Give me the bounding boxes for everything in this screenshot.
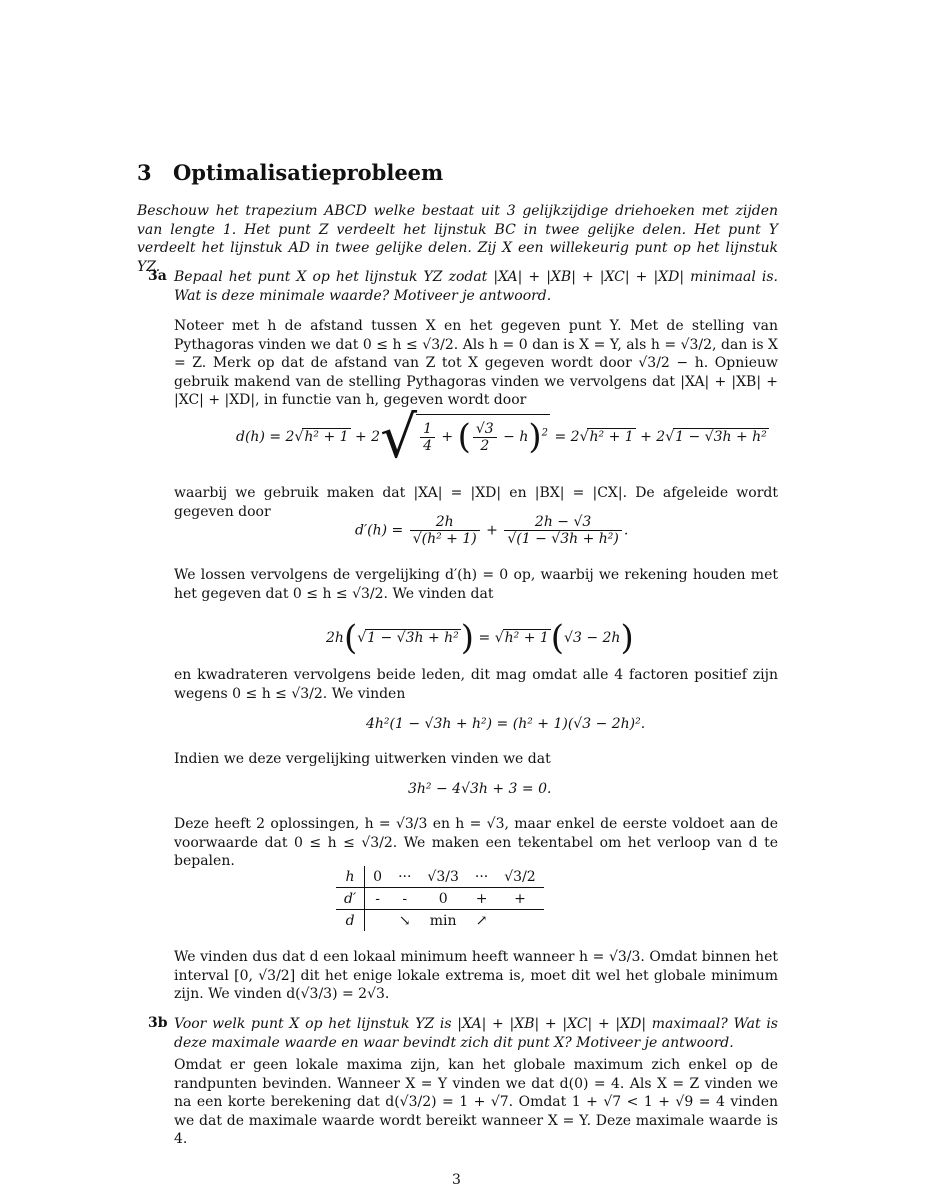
- sign-table-cell: [365, 910, 390, 932]
- eq-d-lhs: d(h) = 2: [236, 429, 295, 445]
- answer-3a-paragraph-5: Indien we deze vergelijking uitwerken vinden we dat: [174, 751, 551, 767]
- sign-table-cell: 0: [419, 888, 466, 910]
- eq-d-rhs-1: = 2: [550, 429, 580, 445]
- equation-derivative: [355, 514, 628, 547]
- answer-3a-paragraph-2: waarbij we gebruik maken dat |XA| = |XD| en |BX| = |CX|. De afgeleide wordt gegeven door: [174, 485, 778, 520]
- eq-dp-num-1: 2h: [410, 514, 480, 531]
- sign-table-cell: √3/2: [496, 866, 543, 888]
- section-number: 3: [137, 160, 152, 185]
- answer-3a-paragraph-6: Deze heeft 2 oplossingen, h = √3/3 en h = √3, maar enkel de eerste voldoet aan de voorwaarde dat 0 ≤ h ≤ √3/2. We maken een tekentabel om het verloop van d te bepalen.: [174, 816, 778, 869]
- sign-table-cell: h: [336, 866, 365, 888]
- intro-paragraph: Beschouw het trapezium ABCD welke bestaat uit 3 gelijkzijdige driehoeken met zijden van lengte 1. Het punt Z verdeelt het lijnstuk BC in twee gelijke delen. Het punt Y verdeelt het lijnstuk AD in twee gelijke delen. Zij X een willekeurig punt op het lijnstuk YZ.: [137, 203, 778, 275]
- sign-table-cell: -: [390, 888, 419, 910]
- eq-d-root-1: h² + 1: [304, 429, 349, 445]
- eq-d-sqrt3: √3: [473, 421, 497, 438]
- sign-table-cell: [496, 910, 543, 932]
- sign-table-cell: ···: [390, 866, 419, 888]
- sign-table-cell: ···: [467, 866, 496, 888]
- eq-d-two: 2: [480, 437, 490, 454]
- eq3-right-root: h² + 1: [504, 630, 549, 646]
- equation-quadratic: 3h² − 4√3h + 3 = 0.: [408, 781, 552, 797]
- eq-dp-num-2: 2h − √3: [504, 514, 622, 531]
- sign-table-cell: ↘: [398, 912, 411, 929]
- eq-dp-end: .: [623, 522, 629, 539]
- question-3a-label: 3a: [148, 268, 167, 284]
- eq3-right-factor: √3 − 2h: [564, 630, 621, 646]
- eq3-lhs: 2h: [326, 630, 344, 646]
- section-title: Optimalisatieprobleem: [173, 160, 444, 185]
- eq-d-rhs-root-2: 1 − √3h + h²: [675, 429, 767, 445]
- eq-dp-den-2: √(1 − √3h + h²): [507, 531, 619, 547]
- sign-table-cell: 0: [365, 866, 390, 888]
- sign-table: [336, 866, 544, 931]
- eq-d-quarter-num: 1: [420, 421, 435, 438]
- sign-table-row: [336, 888, 544, 910]
- sign-table-cell: -: [365, 888, 390, 910]
- sign-table-cell: d: [336, 910, 365, 932]
- sign-table-cell: min: [429, 912, 457, 929]
- eq-d-plus-2: +: [436, 429, 458, 445]
- eq-dp-lhs: d′(h) =: [355, 522, 408, 539]
- question-3b-label: 3b: [148, 1015, 168, 1031]
- sign-table-cell: d′: [336, 888, 365, 910]
- eq-d-rhs-plus: + 2: [635, 429, 666, 445]
- eq3-inner-root: 1 − √3h + h²: [367, 630, 459, 646]
- sign-table-row: [336, 866, 544, 888]
- page-number: 3: [452, 1172, 461, 1188]
- answer-3a-paragraph-3: We lossen vervolgens de vergelijking d′(h) = 0 op, waarbij we rekening houden met het gegeven dat 0 ≤ h ≤ √3/2. We vinden dat: [174, 567, 778, 602]
- eq-dp-plus: +: [481, 522, 503, 539]
- eq-d-plus: + 2: [350, 429, 381, 445]
- equation-balance: 2h(√1 − √3h + h²) = √h² + 1(√3 − 2h): [326, 618, 634, 658]
- sign-table-cell: √3/3: [419, 866, 466, 888]
- equation-d-of-h: d(h) = 2√h² + 1 + 2√ $\frac{1}{4}$ + ( $\frac{√3}{2}$ − h)$^2$ = 2√h² + 1 + 2√1 − √3h + h²: [236, 403, 767, 471]
- question-3b-text: Voor welk punt X op het lijnstuk YZ is |XA| + |XB| + |XC| + |XD| maximaal? Wat is deze maximale waarde en waar bevindt zich dit punt X? Motiveer je antwoord.: [174, 1016, 778, 1051]
- eq-dp-den-1: √(h² + 1): [412, 531, 477, 547]
- equation-squared: 4h²(1 − √3h + h²) = (h² + 1)(√3 − 2h)².: [366, 716, 646, 732]
- answer-3a-paragraph-7: We vinden dus dat d een lokaal minimum heeft wanneer h = √3/3. Omdat binnen het interval [0, √3/2] dit het enige lokale extrema is, moet dit wel het globale minimum zijn. We vinden d(√3/3) = 2√3.: [174, 949, 778, 1002]
- question-3a-text: Bepaal het punt X op het lijnstuk YZ zodat |XA| + |XB| + |XC| + |XD| minimaal is. Wat is deze minimale waarde? Motiveer je antwoord.: [174, 269, 778, 304]
- sign-table-cell: ↗: [475, 912, 488, 929]
- eq-d-minus-h: − h: [498, 429, 529, 445]
- answer-3a-paragraph-1: Noteer met h de afstand tussen X en het gegeven punt Y. Met de stelling van Pythagoras vinden we dat 0 ≤ h ≤ √3/2. Als h = 0 dan is X = Y, als h = √3/2, dan is X = Z. Merk op dat de afstand van Z tot X gegeven wordt door √3/2 − h. Opnieuw gebruik makend van de stelling Pythagoras vinden we vervolgens dat |XA| + |XB| + |XC| + |XD|, in functie van h, gegeven wordt door: [174, 318, 778, 408]
- sign-table-cell: +: [467, 888, 496, 910]
- answer-3b-paragraph: Omdat er geen lokale maxima zijn, kan het globale maximum zich enkel op de randpunten bevinden. Wanneer X = Y vinden we dat d(0) = 4. Als X = Z vinden we na een korte berekening dat d(√3/2) = 1 + √7. Omdat 1 + √7 < 1 + √9 = 4 vinden we dat de maximale waarde wordt bereikt wanneer X = Y. Deze maximale waarde is 4.: [174, 1057, 778, 1147]
- answer-3a-paragraph-4: en kwadrateren vervolgens beide leden, dit mag omdat alle 4 factoren positief zijn wegens 0 ≤ h ≤ √3/2. We vinden: [174, 667, 778, 702]
- sign-table-cell: +: [496, 888, 543, 910]
- eq-d-quarter-den: 4: [423, 437, 432, 454]
- sign-table-row: [336, 910, 544, 932]
- eq-d-square: 2: [541, 427, 549, 439]
- eq-d-rhs-root-1: h² + 1: [589, 429, 634, 445]
- eq3-equals: =: [474, 630, 495, 646]
- section-heading: [137, 160, 443, 185]
